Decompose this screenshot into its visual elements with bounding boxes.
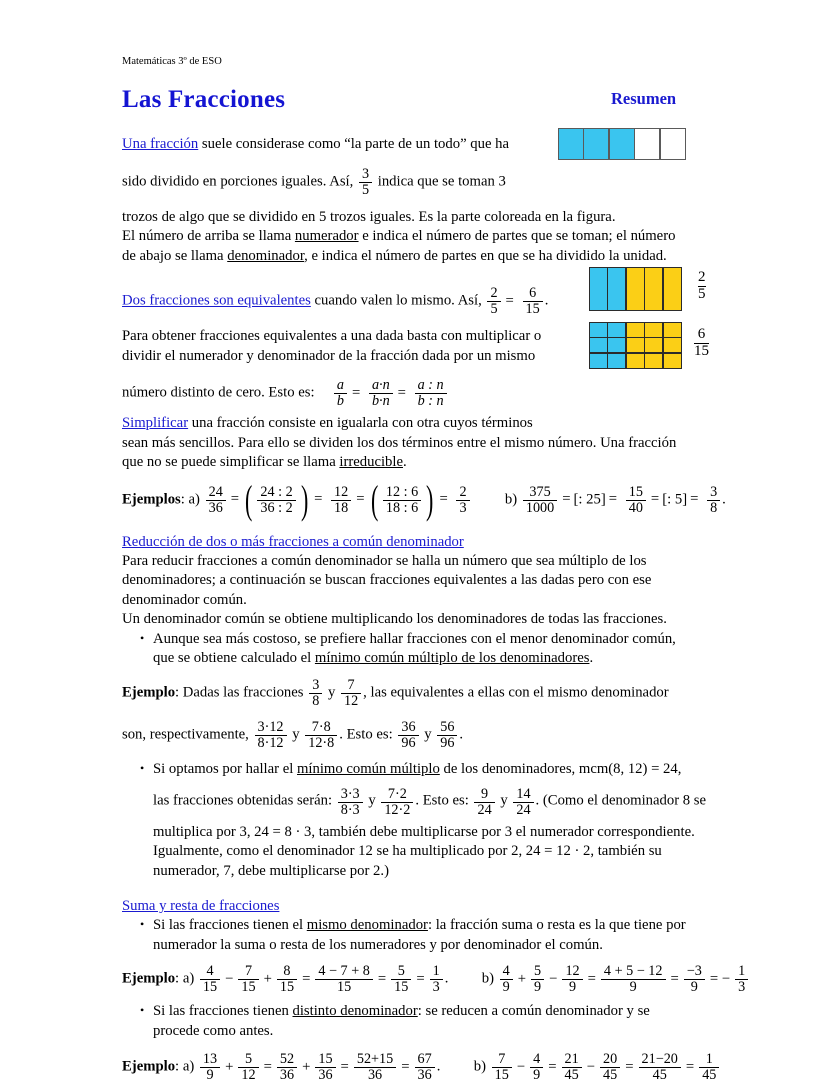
fraction-denominator: 15 bbox=[277, 979, 297, 995]
fraction-denominator: b bbox=[334, 393, 347, 409]
fraction-numerator: 4 bbox=[533, 1051, 541, 1068]
equals-sign: = bbox=[548, 1058, 557, 1075]
term-numerador: numerador bbox=[294, 228, 359, 245]
section3-line3 bbox=[122, 453, 708, 473]
fraction-numerator: 20 bbox=[603, 1051, 618, 1068]
section-heading-suma-resta: Suma y resta de fracciones bbox=[122, 898, 280, 915]
period: . bbox=[436, 1058, 441, 1075]
fraction-denominator: 18 : 6 bbox=[383, 500, 421, 516]
fraction-8-15 bbox=[277, 964, 297, 995]
fraction-numerator: 24 : 2 bbox=[260, 484, 293, 501]
fraction-5-12 bbox=[238, 1052, 258, 1083]
operator-plus: + bbox=[517, 970, 527, 987]
right-paren: ) bbox=[300, 476, 309, 522]
fraction-12-9 bbox=[562, 964, 582, 995]
fraction-denominator: 36 bbox=[315, 1067, 335, 1083]
period: . bbox=[589, 650, 594, 667]
fraction-denominator: 18 bbox=[331, 500, 351, 516]
example-b-label: b) bbox=[473, 1058, 486, 1075]
example-label: Ejemplo bbox=[122, 1058, 176, 1075]
fraction-numerator: 21−20 bbox=[641, 1051, 678, 1068]
fraction-numerator: 21 bbox=[564, 1051, 579, 1068]
section1-line2 bbox=[122, 166, 592, 197]
fraction-3x3-8x3 bbox=[338, 787, 363, 818]
fraction-denominator: 15 bbox=[391, 979, 411, 995]
fraction-numerator: 1 bbox=[705, 1051, 713, 1068]
fraction-36-96 bbox=[398, 720, 418, 751]
fraction-numerator: 52 bbox=[279, 1051, 295, 1068]
fraction-denominator: 3 bbox=[735, 979, 748, 995]
inline-fraction-3-5 bbox=[359, 167, 372, 198]
fraction-denominator: 5 bbox=[359, 182, 372, 198]
equals-sign: = bbox=[356, 491, 365, 508]
bullet1-line2-a: que se obtiene calculado el bbox=[153, 650, 315, 667]
fraction-denominator: b·n bbox=[369, 393, 393, 409]
equals-sign: = bbox=[401, 1058, 410, 1075]
section3-line1 bbox=[122, 414, 592, 434]
examples-label: Ejemplos bbox=[122, 491, 181, 508]
fraction-sum-9 bbox=[601, 964, 666, 995]
section2-line1-a: cuando valen lo mismo. Así, bbox=[310, 292, 482, 309]
fraction-numerator: 4 bbox=[206, 963, 214, 980]
section2-line3: dividir el numerador y denominador de la fracción dada por un mismo bbox=[122, 347, 536, 364]
section4-bullet-list bbox=[122, 630, 708, 669]
bullet2-line1-a: Si optamos por hallar el bbox=[153, 760, 297, 777]
section1-line4-b: e indica el número de partes que se toman; el número bbox=[358, 228, 676, 245]
example-label: Ejemplo bbox=[122, 684, 176, 701]
fraction-numerator: 2 bbox=[490, 285, 498, 302]
fraction-numerator: a·n bbox=[371, 377, 390, 394]
fraction-3-8 bbox=[309, 678, 322, 709]
fraction-denominator: 8·3 bbox=[338, 802, 363, 818]
section4-line3: denominador común. bbox=[122, 591, 247, 608]
fraction-1-3 bbox=[430, 964, 443, 995]
parenthesis-group bbox=[242, 476, 311, 522]
fraction-denominator: 36 bbox=[354, 1067, 396, 1083]
section2-line4-text: número distinto de cero. Esto es: bbox=[122, 384, 315, 401]
fraction-denominator: 45 bbox=[699, 1067, 719, 1083]
fraction-3-8 bbox=[707, 485, 720, 516]
section4-line2: denominadores; a continuación se buscan fracciones equivalentes a las dadas pero con ese bbox=[122, 572, 652, 589]
fraction-sum-15 bbox=[315, 964, 372, 995]
equals-sign: = bbox=[377, 970, 387, 987]
example-label: Ejemplo bbox=[122, 970, 176, 987]
equals-sign: = bbox=[587, 970, 596, 987]
fraction-numerator: 67 bbox=[417, 1051, 432, 1068]
s5-bullet2-line2: procede como antes. bbox=[153, 1022, 274, 1039]
corner-label-resumen: Resumen bbox=[611, 89, 677, 108]
fraction-denominator: 12 bbox=[341, 693, 361, 709]
equals-sign: = bbox=[625, 1058, 634, 1075]
fraction-15-40 bbox=[626, 485, 646, 516]
fraction-denominator: b : n bbox=[415, 393, 447, 409]
fraction-denominator: 45 bbox=[600, 1067, 620, 1083]
fraction-7-15 bbox=[492, 1052, 512, 1083]
s5-bullet1-line2: numerador la suma o resta de los numeradores y por denominador el común. bbox=[153, 936, 603, 953]
fraction-sum-36 bbox=[354, 1052, 396, 1083]
section1-line5-b: , e indica el número de partes en que se ha dividido la unidad. bbox=[304, 247, 667, 264]
fraction-numerator: 2 bbox=[698, 269, 706, 285]
fraction-numerator: 15 bbox=[318, 1051, 333, 1068]
fraction-numerator: a : n bbox=[417, 377, 444, 394]
fraction-numerator: 7 bbox=[498, 1051, 506, 1068]
fraction-numerator: 36 bbox=[401, 719, 416, 735]
bullet2-line2-a: las fracciones obtenidas serán: bbox=[153, 793, 333, 810]
fraction-denominator: 15 bbox=[238, 979, 258, 995]
fraction-denominator: 96 bbox=[398, 735, 418, 751]
fraction-numerator: 8 bbox=[283, 963, 291, 980]
fraction-denominator: 36 bbox=[206, 500, 226, 516]
section5-example1 bbox=[122, 963, 746, 996]
section4-example-line1 bbox=[122, 677, 708, 708]
fraction-denominator: 3 bbox=[456, 500, 469, 516]
term-una-fraccion: Una fracción bbox=[122, 136, 199, 152]
fraction-denominator: 3 bbox=[430, 979, 443, 995]
inline-fraction-6-15 bbox=[523, 286, 543, 317]
fraction-denominator: 9 bbox=[531, 979, 544, 995]
term-irreducible: irreducible bbox=[339, 454, 404, 471]
section1-paragraph bbox=[122, 135, 562, 155]
fraction-numerator: 12 : 6 bbox=[385, 484, 419, 501]
period: . bbox=[459, 726, 464, 743]
s5-bullet2-b: : se reducen a común denominador y se bbox=[417, 1003, 650, 1020]
fraction-52-36 bbox=[277, 1052, 297, 1083]
period: . bbox=[722, 491, 726, 508]
fraction-numerator: 6 bbox=[529, 285, 537, 302]
fraction-denominator: 15 bbox=[694, 342, 709, 359]
section5-example2 bbox=[122, 1051, 717, 1083]
s5-bullet1-a: Si las fracciones tienen el bbox=[153, 917, 307, 934]
bullet1-line1: Aunque sea más costoso, se prefiere hallar fracciones con el menor denominador común, bbox=[153, 630, 676, 647]
fraction-15-36 bbox=[315, 1052, 335, 1083]
term-distinto-denominador: distinto denominador bbox=[292, 1003, 418, 1020]
section1-line2-a: sido dividido en porciones iguales. Así, bbox=[122, 173, 354, 190]
fraction-denominator: 12·8 bbox=[305, 735, 337, 751]
section1-line1: suele considerase como “la parte de un todo” que ha bbox=[198, 136, 510, 152]
fraction-denominator: 15 bbox=[523, 301, 543, 317]
left-paren: ( bbox=[370, 476, 378, 522]
esto-es: . Esto es: bbox=[339, 726, 393, 743]
period: . bbox=[403, 454, 407, 471]
fraction-denominator: 36 : 2 bbox=[257, 500, 295, 516]
fraction-numerator: 14 bbox=[516, 785, 531, 802]
conjunction-y: y bbox=[292, 726, 300, 743]
example-a-label: a) bbox=[182, 970, 195, 987]
term-denominador: denominador bbox=[227, 247, 305, 264]
fraction-numerator: 13 bbox=[202, 1051, 218, 1068]
example-b-label: b) bbox=[481, 970, 494, 987]
colon: : bbox=[180, 491, 185, 508]
fraction-denominator: 1000 bbox=[523, 500, 557, 516]
equals-sign: = bbox=[263, 1058, 272, 1075]
course-meta: Matemáticas 3º de ESO bbox=[122, 56, 222, 67]
parenthesis-group bbox=[368, 476, 437, 522]
fraction-numerator: −3 bbox=[686, 963, 702, 980]
fraction-denominator: 5 bbox=[698, 285, 706, 302]
fraction-20-45 bbox=[600, 1052, 620, 1083]
section5-bullet-list-2 bbox=[122, 1002, 708, 1041]
list-item bbox=[140, 916, 708, 955]
operator-plus: + bbox=[225, 1058, 234, 1075]
fraction-12-18 bbox=[331, 485, 351, 516]
fraction-numerator: 12 bbox=[565, 963, 580, 980]
fraction-9-24 bbox=[474, 787, 494, 818]
fraction-denominator: 8·12 bbox=[255, 735, 287, 751]
fraction-numerator: 5 bbox=[244, 1051, 253, 1068]
term-mcm-denominadores: mínimo común múltiplo de los denominadores bbox=[314, 650, 590, 667]
section3-line1-a: una fracción consiste en igualarla con otra cuyos términos bbox=[188, 415, 533, 432]
equals-sign: = bbox=[670, 970, 679, 987]
equals-sign: = bbox=[302, 970, 311, 987]
fraction-denominator: 15 bbox=[200, 979, 220, 995]
fraction-numerator: 4 + 5 − 12 bbox=[603, 963, 663, 980]
operator-plus: + bbox=[263, 970, 272, 987]
section1-line2-b: indica que se toman 3 bbox=[377, 173, 506, 190]
page-title: Las Fracciones bbox=[122, 86, 286, 113]
bullet2-line4: Igualmente, como el denominador 12 se ha multiplicado por 2, 24 = 12 · 2, también su bbox=[153, 843, 662, 860]
example-tail: , las equivalentes a ellas con el mismo denominador bbox=[363, 684, 669, 701]
conjunction-y: y bbox=[327, 684, 336, 701]
fraction-denominator: 12 bbox=[238, 1067, 258, 1083]
conjunction-y: y bbox=[500, 793, 508, 810]
section1-line5-a: de abajo se llama bbox=[122, 247, 228, 264]
fraction-numerator: 5 bbox=[397, 963, 405, 980]
fraction-3x12-8x12 bbox=[255, 720, 287, 751]
example-a-label: a) bbox=[188, 491, 200, 508]
fraction-denominator: 24 bbox=[474, 802, 494, 818]
term-mcm: mínimo común múltiplo bbox=[297, 760, 440, 777]
fraction-21-45 bbox=[562, 1052, 582, 1083]
fraction-denominator: 5 bbox=[487, 301, 500, 317]
term-mismo-denominador: mismo denominador bbox=[306, 917, 428, 934]
term-simplificar: Simplificar bbox=[122, 415, 189, 432]
operator-minus: − bbox=[516, 1058, 526, 1075]
section4-example-line2 bbox=[122, 719, 708, 750]
equals-sign: = bbox=[562, 491, 571, 508]
fraction-numerator: 3·3 bbox=[340, 785, 360, 802]
example-line2-a: son, respectivamente, bbox=[122, 726, 249, 743]
fraction-denominator: 9 bbox=[684, 979, 705, 995]
fraction-numerator: 9 bbox=[481, 785, 489, 802]
inline-fraction-2-5 bbox=[487, 286, 500, 317]
fraction-1-45 bbox=[699, 1052, 719, 1083]
section4-line1: Para reducir fracciones a común denominador se halla un número que sea múltiplo de los bbox=[122, 552, 647, 569]
fraction-13-9 bbox=[200, 1052, 220, 1083]
section1-line5 bbox=[122, 247, 708, 267]
list-item bbox=[140, 1002, 708, 1041]
fraction-numerator: 7 bbox=[347, 676, 355, 693]
section-heading-reduccion: Reducción de dos o más fracciones a común denominador bbox=[122, 533, 464, 550]
fraction-denominator: 8 bbox=[309, 693, 322, 709]
equals-sign: = bbox=[340, 1058, 349, 1075]
section2-line2: Para obtener fracciones equivalentes a una dada basta con multiplicar o bbox=[122, 328, 542, 345]
fraction-denominator: 9 bbox=[500, 979, 513, 995]
fraction-denominator: 96 bbox=[437, 735, 457, 751]
fraction-denominator: 36 bbox=[415, 1067, 435, 1083]
fraction-numerator: 1 bbox=[432, 963, 440, 980]
fraction-14-24 bbox=[513, 787, 533, 818]
equals-sign: = bbox=[505, 292, 514, 309]
equals-sign: = bbox=[351, 384, 361, 401]
fraction-12-6-18-6 bbox=[383, 485, 421, 516]
right-paren: ) bbox=[426, 476, 434, 522]
fraction-numerator: 2 bbox=[459, 483, 467, 500]
colon: : bbox=[175, 970, 180, 987]
left-paren: ( bbox=[245, 476, 253, 522]
fraction-24-2-36-2 bbox=[257, 485, 295, 516]
fraction-numerator: 3 bbox=[361, 165, 370, 182]
section2-line1 bbox=[122, 285, 708, 316]
document-body bbox=[122, 55, 746, 1083]
fraction-denominator: 8 bbox=[707, 500, 720, 516]
section3-line2: sean más sencillos. Para ello se dividen los dos términos entre el mismo número. Una fracción bbox=[122, 434, 677, 451]
fraction-numerator: 4 − 7 + 8 bbox=[318, 963, 370, 980]
period: . bbox=[544, 292, 549, 309]
fraction-numerator: 5 bbox=[534, 963, 542, 980]
equals-sign: = bbox=[314, 491, 323, 508]
section5-bullet-list-1 bbox=[122, 916, 708, 955]
formula-fraction-a-div-n bbox=[415, 378, 447, 409]
bullet2-line5: numerador, 7, debe multiplicarse por 2.) bbox=[153, 862, 389, 879]
operator-minus: − bbox=[549, 970, 558, 987]
fraction-numerator: 7 bbox=[244, 963, 253, 980]
section3-examples bbox=[122, 476, 726, 522]
fraction-numerator: 24 bbox=[208, 483, 223, 500]
fraction-5-15 bbox=[391, 964, 411, 995]
list-item bbox=[140, 630, 708, 669]
bullet2-equation-row bbox=[153, 785, 708, 816]
fraction-7x2-12x2 bbox=[381, 787, 413, 818]
fraction-diff-45 bbox=[639, 1052, 681, 1083]
example-intro: : Dadas las fracciones bbox=[175, 684, 304, 701]
colon: : bbox=[175, 1058, 180, 1075]
fraction-numerator: 3 bbox=[312, 676, 320, 693]
s5-bullet1-b: : la fracción suma o resta es la que tiene por bbox=[427, 917, 686, 934]
equals-sign: = bbox=[650, 491, 660, 508]
fraction-denominator: 9 bbox=[530, 1067, 543, 1083]
fraction-denominator: 9 bbox=[562, 979, 582, 995]
equals-sign: = bbox=[416, 970, 425, 987]
bullet2-line1-b: de los denominadores, mcm(8, 12) = 24, bbox=[439, 760, 682, 777]
section4-line4: Un denominador común se obtiene multiplicando los denominadores de todas las fracciones. bbox=[122, 611, 667, 628]
operation-divide-5: [: 5] bbox=[662, 491, 688, 508]
section2-line4 bbox=[122, 377, 708, 408]
fraction-7-12 bbox=[341, 678, 361, 709]
fraction-numerator: 3 bbox=[710, 483, 718, 500]
fraction-numerator: 7·8 bbox=[311, 719, 331, 735]
fraction-24-36 bbox=[206, 485, 226, 516]
fraction-denominator: 15 bbox=[492, 1067, 512, 1083]
fraction-numerator: 12 bbox=[334, 483, 349, 500]
s5-bullet2-a: Si las fracciones tienen bbox=[153, 1003, 293, 1020]
fraction-numerator: 1 bbox=[738, 963, 746, 980]
fraction-numerator: 3·12 bbox=[257, 719, 284, 735]
formula-fraction-an-bn bbox=[369, 378, 393, 409]
fraction-denominator: 45 bbox=[562, 1067, 582, 1083]
operator-plus: + bbox=[302, 1058, 311, 1075]
fraction-numerator: 52+15 bbox=[356, 1051, 394, 1068]
fraction-4-15 bbox=[200, 964, 220, 995]
fraction-denominator: 24 bbox=[513, 802, 533, 818]
fraction-numerator: 15 bbox=[628, 483, 643, 500]
equals-sign: = bbox=[439, 491, 448, 508]
section3-line3-a: que no se puede simplificar se llama bbox=[122, 454, 340, 471]
fraction-denominator: 9 bbox=[200, 1067, 220, 1083]
section4-bullet-list-2 bbox=[122, 760, 708, 881]
example-b-label: b) bbox=[504, 491, 518, 508]
bullet2-line3: multiplica por 3, 24 = 8 · 3, también debe multiplicarse por 3 el numerador correspondiente. bbox=[153, 823, 695, 840]
bullet2-tail: . (Como el denominador 8 se bbox=[535, 793, 707, 810]
fraction-2-3 bbox=[456, 485, 469, 516]
operator-minus: − bbox=[586, 1058, 596, 1075]
equals-sign: = bbox=[690, 491, 699, 508]
term-dos-fracciones-equivalentes: Dos fracciones son equivalentes bbox=[122, 292, 311, 309]
fraction-67-36 bbox=[415, 1052, 435, 1083]
fraction-7x8-12x8 bbox=[305, 720, 337, 751]
fraction-denominator: 9 bbox=[601, 979, 666, 995]
fraction-numerator: 375 bbox=[529, 483, 551, 500]
fraction-5-9 bbox=[531, 964, 544, 995]
fraction-56-96 bbox=[437, 720, 457, 751]
fraction-minus3-9 bbox=[684, 964, 705, 995]
fraction-denominator: 45 bbox=[639, 1067, 681, 1083]
fraction-375-1000 bbox=[523, 485, 557, 516]
conjunction-y: y bbox=[368, 793, 376, 810]
operation-divide-25: [: 25] bbox=[573, 491, 606, 508]
fraction-denominator: 40 bbox=[626, 500, 646, 516]
equals-sign: = bbox=[230, 491, 240, 508]
equals-negative: = − bbox=[709, 970, 731, 987]
equals-sign: = bbox=[397, 384, 406, 401]
example-a-label: a) bbox=[182, 1058, 195, 1075]
formula-fraction-a-b bbox=[334, 378, 347, 409]
section1-line3: trozos de algo que se dividido en 5 trozos iguales. Es la parte coloreada en la figura. bbox=[122, 208, 616, 225]
fraction-1-3 bbox=[735, 964, 748, 995]
list-item bbox=[140, 760, 708, 881]
fraction-4-9 bbox=[500, 964, 513, 995]
fraction-denominator: 12·2 bbox=[381, 802, 413, 818]
section1-line4-a: El número de arriba se llama bbox=[122, 228, 295, 245]
operator-minus: − bbox=[225, 970, 234, 987]
equals-sign: = bbox=[608, 491, 618, 508]
fraction-4-9 bbox=[530, 1052, 543, 1083]
fraction-numerator: 56 bbox=[440, 719, 455, 735]
period: . bbox=[444, 970, 449, 987]
fraction-denominator: 36 bbox=[277, 1067, 297, 1083]
section1-line4 bbox=[122, 227, 708, 247]
fraction-7-15 bbox=[238, 964, 258, 995]
fraction-denominator: 15 bbox=[315, 979, 372, 995]
fraction-numerator: a bbox=[336, 377, 344, 394]
fraction-numerator: 4 bbox=[502, 963, 510, 980]
fraction-numerator: 6 bbox=[697, 326, 706, 342]
conjunction-y: y bbox=[424, 726, 432, 743]
fraction-numerator: 7·2 bbox=[387, 785, 407, 802]
equals-sign: = bbox=[685, 1058, 695, 1075]
esto-es: . Esto es: bbox=[415, 793, 469, 810]
